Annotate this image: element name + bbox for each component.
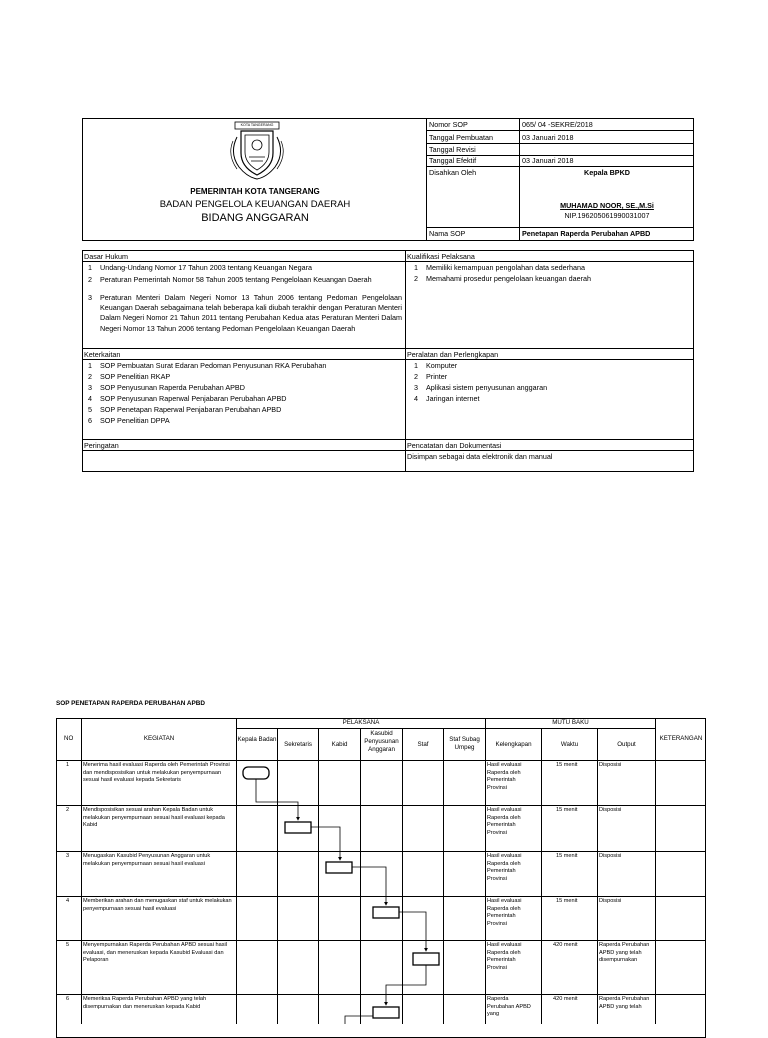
peralatan-item: 4 Jaringan internet bbox=[414, 394, 480, 403]
row-waktu: 15 menit bbox=[556, 898, 578, 904]
peralatan-item: 2 Printer bbox=[414, 372, 448, 381]
flow-connector bbox=[399, 912, 426, 951]
actor-staf: Staf bbox=[417, 741, 429, 748]
dasar-hukum-title: Dasar Hukum bbox=[84, 252, 128, 261]
peringatan-title: Peringatan bbox=[84, 441, 119, 450]
kualifikasi-item: 2 Memahami prosedur pengelolaan keuangan daerah bbox=[414, 274, 592, 283]
row-kelengkapan: Raperda Perubahan APBD yang bbox=[487, 996, 531, 1018]
keterkaitan-item: 4 SOP Penyusunan Raperwal Penjabaran Perubahan APBD bbox=[88, 394, 287, 403]
field-value-pembuatan: 03 Januari 2018 bbox=[522, 133, 574, 142]
col-keterangan-header: KETERANGAN bbox=[659, 735, 703, 742]
sop-name-label: Nama SOP bbox=[429, 229, 466, 238]
row-output: Disposisi bbox=[599, 762, 622, 768]
col-pelaksana-header: PELAKSANA bbox=[342, 719, 380, 726]
row-output: Disposisi bbox=[599, 807, 622, 813]
flow-start-terminator bbox=[243, 767, 269, 779]
actor-kepala-badan: Kepala Badan bbox=[237, 736, 277, 743]
row-no: 1 bbox=[66, 762, 70, 768]
row-kelengkapan: Hasil evaluasi Raperda oleh Pemerintah Provinsi bbox=[487, 853, 522, 882]
row-no: 4 bbox=[66, 898, 70, 904]
mutu-kelengkapan: Kelengkapan bbox=[495, 741, 532, 748]
org-line-2: BADAN PENGELOLA KEUANGAN DAERAH bbox=[159, 199, 351, 210]
sop-name-value: Penetapan Raperda Perubahan APBD bbox=[522, 229, 651, 238]
keterkaitan-item: 5 SOP Penetapan Raperwal Penjabaran Perubahan APBD bbox=[88, 405, 282, 414]
keterkaitan-title: Keterkaitan bbox=[84, 350, 121, 359]
peralatan-title: Peralatan dan Perlengkapan bbox=[407, 350, 499, 359]
row-output: Disposisi bbox=[599, 853, 622, 859]
field-label-revisi: Tanggal Revisi bbox=[429, 145, 476, 154]
row-kegiatan: Mendisposisikan sesuai arahan Kepala Badan untuk melakukan penyempurnaan sesuai hasil evaluasi kepada Kabid bbox=[83, 807, 225, 829]
col-mutu-header: MUTU BAKU bbox=[552, 719, 589, 726]
keterkaitan-item: 2 SOP Penelitian RKAP bbox=[88, 372, 171, 381]
row-waktu: 420 menit bbox=[553, 942, 578, 948]
peralatan-item: 1 Komputer bbox=[414, 361, 458, 370]
row-kegiatan: Menugaskan Kasubid Penyusunan Anggaran untuk melakukan penyempurnaan sesuai hasil evaluasi bbox=[83, 853, 211, 867]
row-kelengkapan: Hasil evaluasi Raperda oleh Pemerintah Provinsi bbox=[487, 762, 522, 791]
row-kegiatan: Memeriksa Raperda Perubahan APBD yang telah disempurnakan dan meneruskan kepada Kabid bbox=[83, 996, 207, 1010]
field-value-nomor: 065/ 04 -SEKRE/2018 bbox=[522, 120, 593, 129]
field-label-pembuatan: Tanggal Pembuatan bbox=[429, 133, 493, 142]
row-kelengkapan: Hasil evaluasi Raperda oleh Pemerintah Provinsi bbox=[487, 942, 522, 971]
approver-nip: NIP.196205061990031007 bbox=[564, 211, 650, 220]
row-kelengkapan: Hasil evaluasi Raperda oleh Pemerintah Provinsi bbox=[487, 807, 522, 836]
field-label-nomor: Nomor SOP bbox=[429, 120, 468, 129]
flow-process-box bbox=[413, 953, 439, 965]
flow-connector bbox=[345, 1016, 373, 1024]
row-waktu: 15 menit bbox=[556, 807, 578, 813]
row-waktu: 420 menit bbox=[553, 996, 578, 1002]
row-kegiatan: Menyempurnakan Raperda Perubahan APBD sesuai hasil evaluasi, dan meneruskan kepada Kasubid Evaluasi dan Pelaporan bbox=[83, 942, 227, 964]
row-no: 2 bbox=[66, 807, 70, 813]
row-output: Raperda Perubahan APBD yang telah disempurnakan bbox=[599, 942, 650, 964]
flow-process-box bbox=[373, 907, 399, 918]
row-waktu: 15 menit bbox=[556, 853, 578, 859]
field-label-efektif: Tanggal Efektif bbox=[429, 156, 477, 165]
actor-kasubid: Kasubid Penyusunan Anggaran bbox=[364, 730, 399, 754]
actor-staf-umpeg: Staf Subag Umpeg bbox=[449, 736, 480, 752]
row-no: 5 bbox=[66, 942, 70, 948]
approver-name: MUHAMAD NOOR, SE.,M.Si bbox=[560, 201, 654, 210]
mutu-output: Output bbox=[617, 741, 636, 748]
flow-connector bbox=[311, 827, 340, 860]
kualifikasi-item: 1 Memiliki kemampuan pengolahan data sederhana bbox=[414, 263, 586, 272]
peralatan-item: 3 Aplikasi sistem penyusunan anggaran bbox=[414, 383, 548, 392]
approved-by-label: Disahkan Oleh bbox=[429, 168, 477, 177]
row-output: Disposisi bbox=[599, 898, 622, 904]
flow-process-box bbox=[326, 862, 352, 873]
flow-title: SOP PENETAPAN RAPERDA PERUBAHAN APBD bbox=[56, 700, 206, 707]
keterkaitan-item: 1 SOP Pembuatan Surat Edaran Pedoman Penyusunan RKA Perubahan bbox=[88, 361, 327, 370]
row-kelengkapan: Hasil evaluasi Raperda oleh Pemerintah Provinsi bbox=[487, 898, 522, 927]
dasar-hukum-item: 1 Undang-Undang Nomor 17 Tahun 2003 tentang Keuangan Negara bbox=[88, 263, 313, 272]
row-kegiatan: Memberikan arahan dan menugaskan staf untuk melakukan penyempurnaan sesuai hasil evaluasi bbox=[83, 898, 232, 912]
logo-label: KOTA TANGERANG bbox=[240, 123, 274, 127]
actor-kabid: Kabid bbox=[331, 741, 348, 748]
keterkaitan-item: 6 SOP Penelitian DPPA bbox=[88, 416, 170, 425]
flow-process-box bbox=[373, 1007, 399, 1018]
kualifikasi-title: Kualifikasi Pelaksana bbox=[407, 252, 475, 261]
row-no: 6 bbox=[66, 996, 70, 1002]
row-kegiatan: Menerima hasil evaluasi Raperda oleh Pemerintah Provinsi dan mendisposisikan untuk melakukan penyempurnaan sesuai hasil evaluasi kepada Sekretaris bbox=[83, 762, 230, 784]
keterkaitan-item: 3 SOP Penyusunan Raperda Perubahan APBD bbox=[88, 383, 245, 392]
col-no-header: NO bbox=[64, 735, 74, 742]
dasar-hukum-item: 2 Peraturan Pemerintah Nomor 58 Tahun 2005 tentang Pengelolaan Keuangan Daerah bbox=[88, 275, 372, 284]
actor-sekretaris: Sekretaris bbox=[284, 741, 312, 748]
flow-connector bbox=[256, 779, 298, 820]
mutu-waktu: Waktu bbox=[560, 741, 579, 748]
org-line-1: PEMERINTAH KOTA TANGERANG bbox=[190, 187, 320, 196]
pencatatan-title: Pencatatan dan Dokumentasi bbox=[407, 441, 502, 450]
org-line-3: BIDANG ANGGARAN bbox=[201, 212, 309, 224]
flow-process-box bbox=[285, 822, 311, 833]
row-no: 3 bbox=[66, 853, 70, 859]
flow-connector bbox=[386, 965, 426, 1005]
col-kegiatan-header: KEGIATAN bbox=[143, 735, 175, 742]
dasar-hukum-item: 3 Peraturan Menteri Dalam Negeri Nomor 13 Tahun 2006 tentang Pedoman Pengelolaan Keuangan Daerah sebagaimana telah beberapa kali diubah terakhir dengan Peraturan Menteri Dalam Negeri Nomor 21 Tahun 2011 tentang Perubahan Kedua atas Peraturan Menteri Dalam Negeri Nomor 13 Tahun 2006 tentang Pedoman Pengelolaan Keuangan Daerah bbox=[88, 293, 402, 333]
approver-title: Kepala BPKD bbox=[584, 168, 630, 177]
pencatatan-text: Disimpan sebagai data elektronik dan manual bbox=[407, 452, 553, 461]
row-output: Raperda Perubahan APBD yang telah bbox=[599, 996, 650, 1010]
flow-connector bbox=[352, 867, 386, 905]
row-waktu: 15 menit bbox=[556, 762, 578, 768]
field-value-efektif: 03 Januari 2018 bbox=[522, 156, 574, 165]
